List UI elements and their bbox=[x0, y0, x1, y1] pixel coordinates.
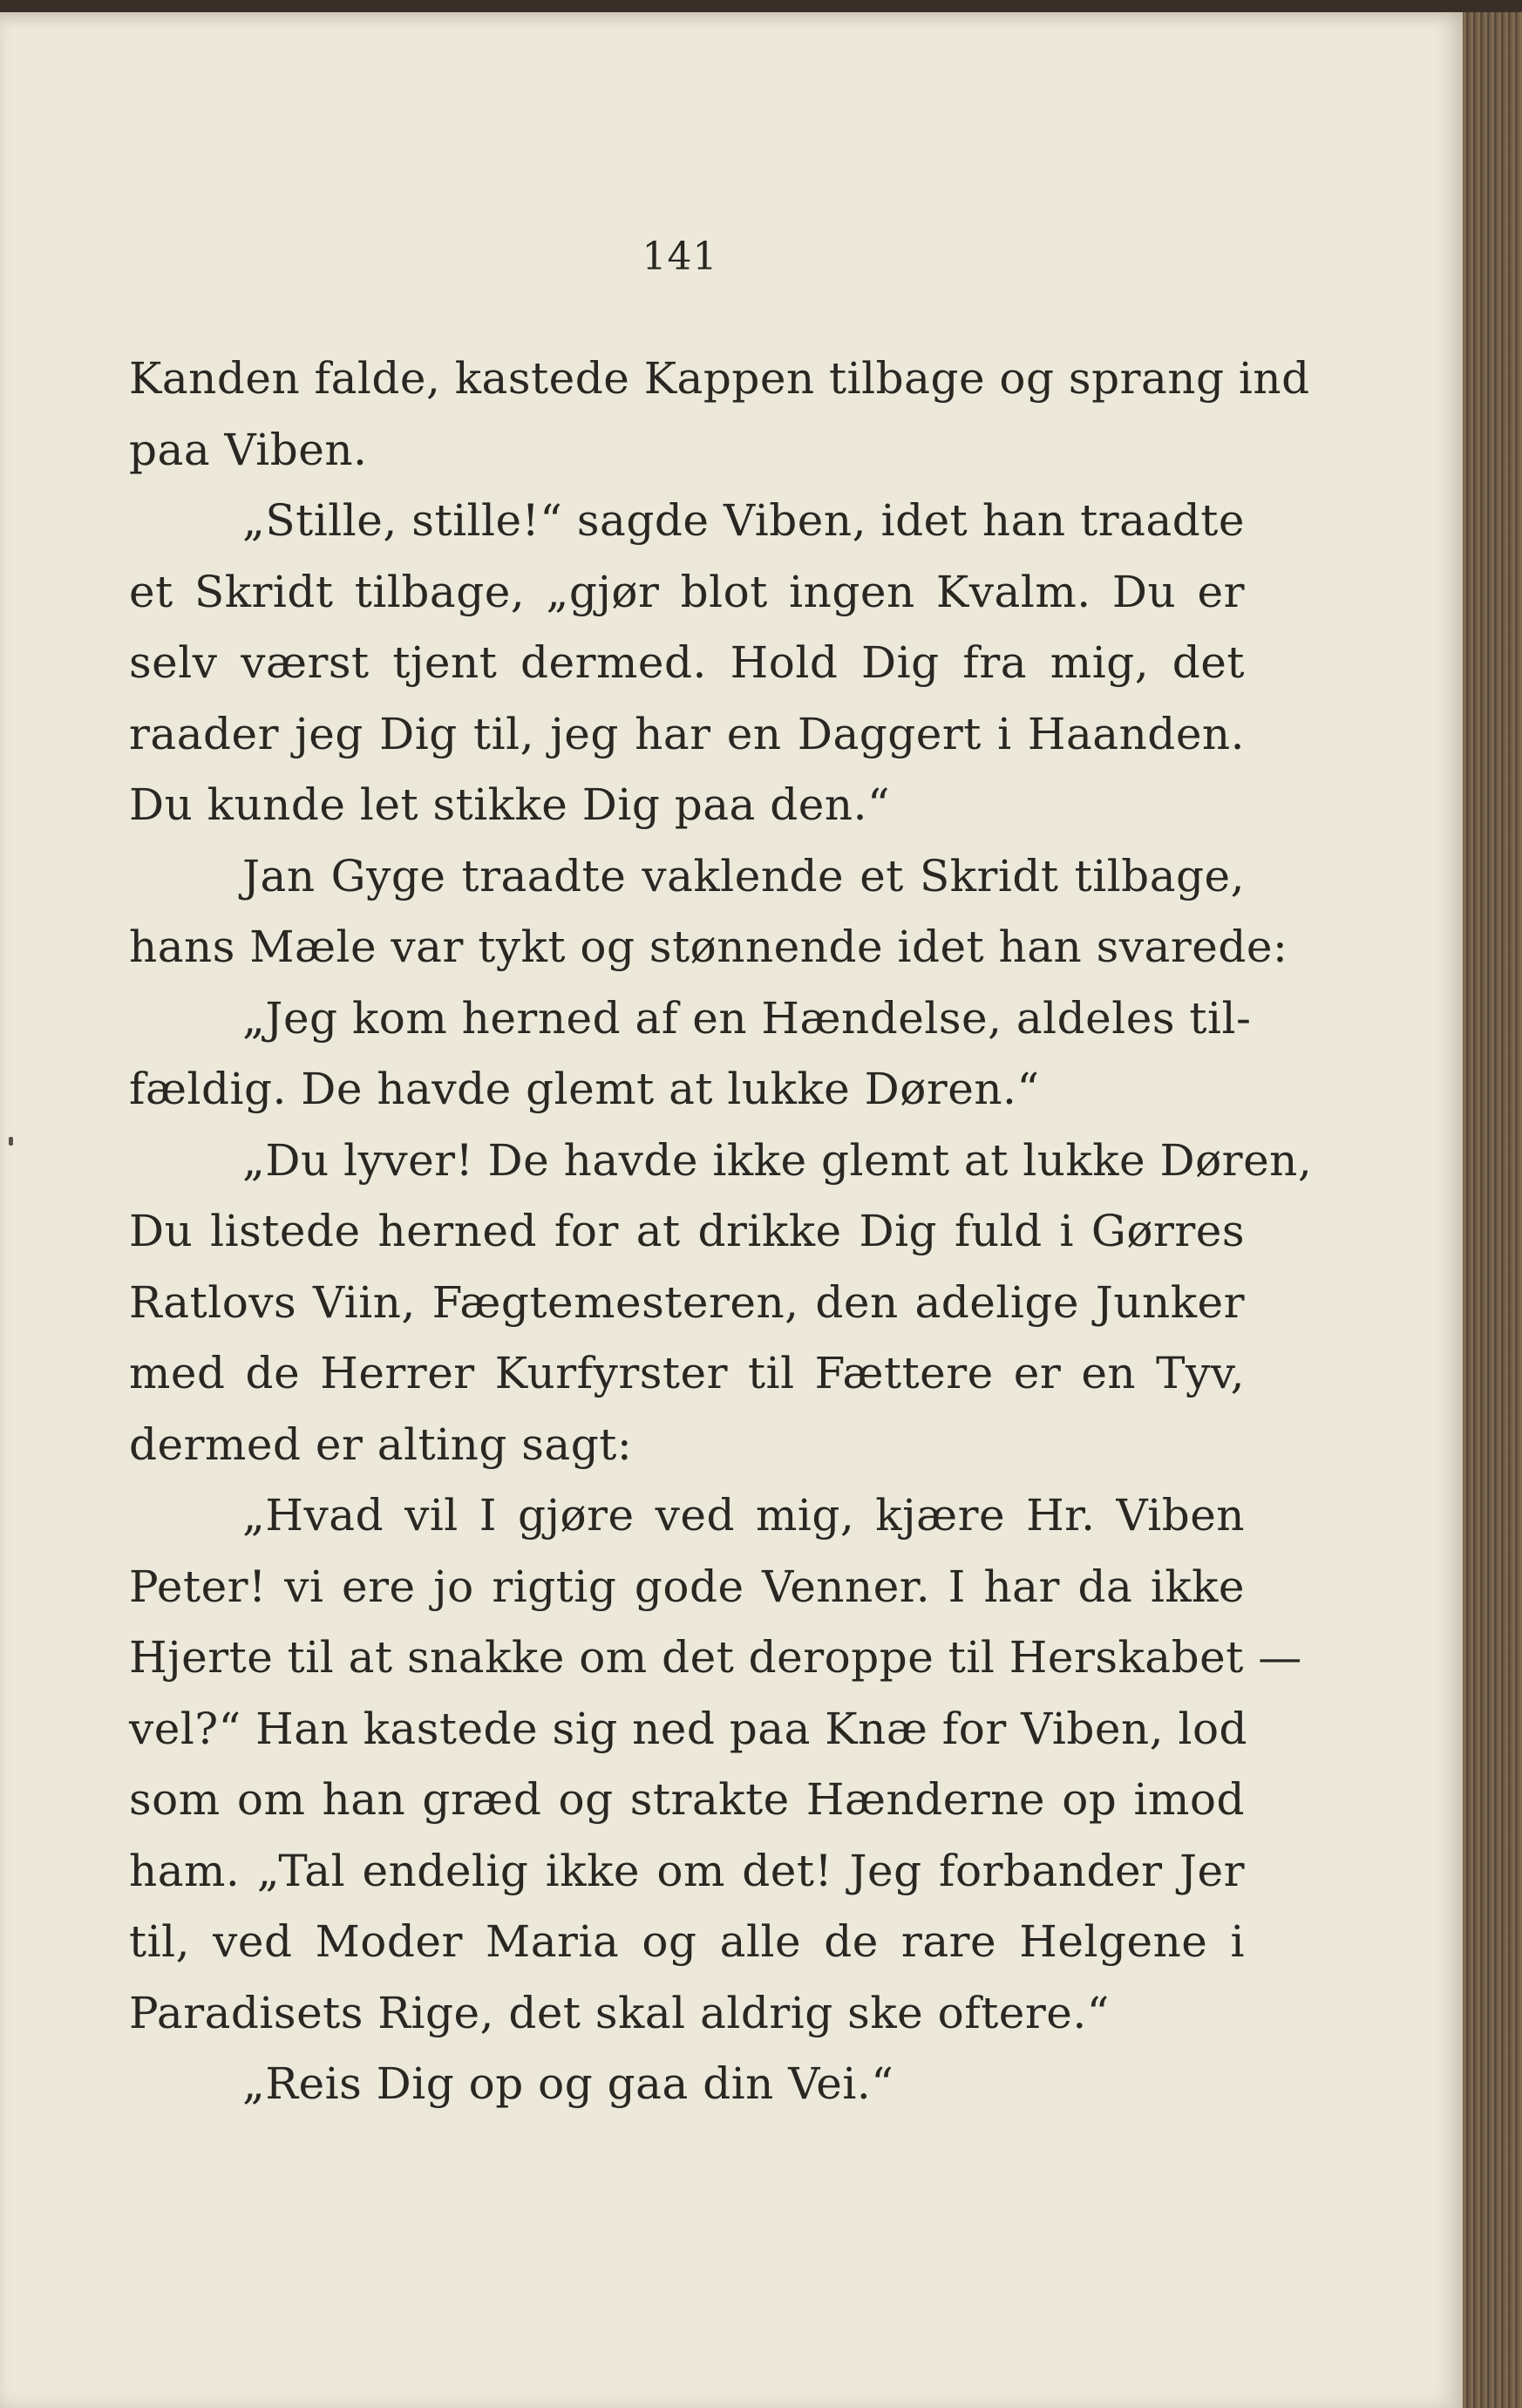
book-page bbox=[0, 12, 1463, 2408]
text-line: til, ved Moder Maria og alle de rare Helgene i bbox=[129, 1916, 1245, 1967]
page-number: 141 bbox=[642, 235, 718, 279]
text-line: „Reis Dig op og gaa din Vei.“ bbox=[242, 2058, 894, 2109]
text-line: Kanden falde, kastede Kappen tilbage og sprang ind bbox=[129, 353, 1310, 404]
text-line: „Stille, stille!“ sagde Viben, idet han traadte bbox=[242, 495, 1245, 546]
text-line: med de Herrer Kurfyrster til Fættere er en Tyv, bbox=[129, 1348, 1245, 1398]
text-line: „Du lyver! De havde ikke glemt at lukke Døren, bbox=[242, 1134, 1313, 1186]
text-line: fældig. De havde glemt at lukke Døren.“ bbox=[129, 1064, 1040, 1114]
text-line: paa Viben. bbox=[129, 424, 368, 475]
text-line: Paradisets Rige, det skal aldrig ske oftere.“ bbox=[129, 1987, 1110, 2038]
text-line: vel?“ Han kastede sig ned paa Knæ for Viben, lod bbox=[129, 1703, 1248, 1754]
text-line: Jan Gyge traadte vaklende et Skridt tilbage, bbox=[242, 850, 1245, 901]
text-line: Du listede herned for at drikke Dig fuld i Gørres bbox=[129, 1206, 1245, 1256]
text-line: „Hvad vil I gjøre ved mig, kjære Hr. Viben bbox=[242, 1490, 1245, 1541]
book-fore-edge bbox=[1463, 12, 1522, 2408]
body-text bbox=[129, 344, 1313, 2120]
text-line: selv værst tjent dermed. Hold Dig fra mig, det bbox=[129, 637, 1245, 688]
text-line: som om han græd og strakte Hænderne op imod bbox=[129, 1774, 1245, 1825]
text-line: Hjerte til at snakke om det deroppe til Herskabet — bbox=[129, 1632, 1302, 1683]
text-line: Ratlovs Viin, Fægtemesteren, den adelige Junker bbox=[129, 1276, 1245, 1328]
text-line: Du kunde let stikke Dig paa den.“ bbox=[129, 779, 891, 830]
text-line: dermed er alting sagt: bbox=[129, 1418, 633, 1470]
ink-smudge bbox=[9, 1137, 13, 1146]
text-line: „Jeg kom herned af en Hændelse, aldeles til- bbox=[242, 992, 1252, 1044]
text-line: Peter! vi ere jo rigtig gode Venner. I har da ikke bbox=[129, 1561, 1245, 1612]
text-line: ham. „Tal endelig ikke om det! Jeg forbander Jer bbox=[129, 1845, 1245, 1896]
text-line: hans Mæle var tykt og stønnende idet han svarede: bbox=[129, 922, 1288, 972]
text-line: et Skridt tilbage, „gjør blot ingen Kvalm. Du er bbox=[129, 566, 1245, 617]
text-line: raader jeg Dig til, jeg har en Daggert i Haanden. bbox=[129, 708, 1245, 759]
